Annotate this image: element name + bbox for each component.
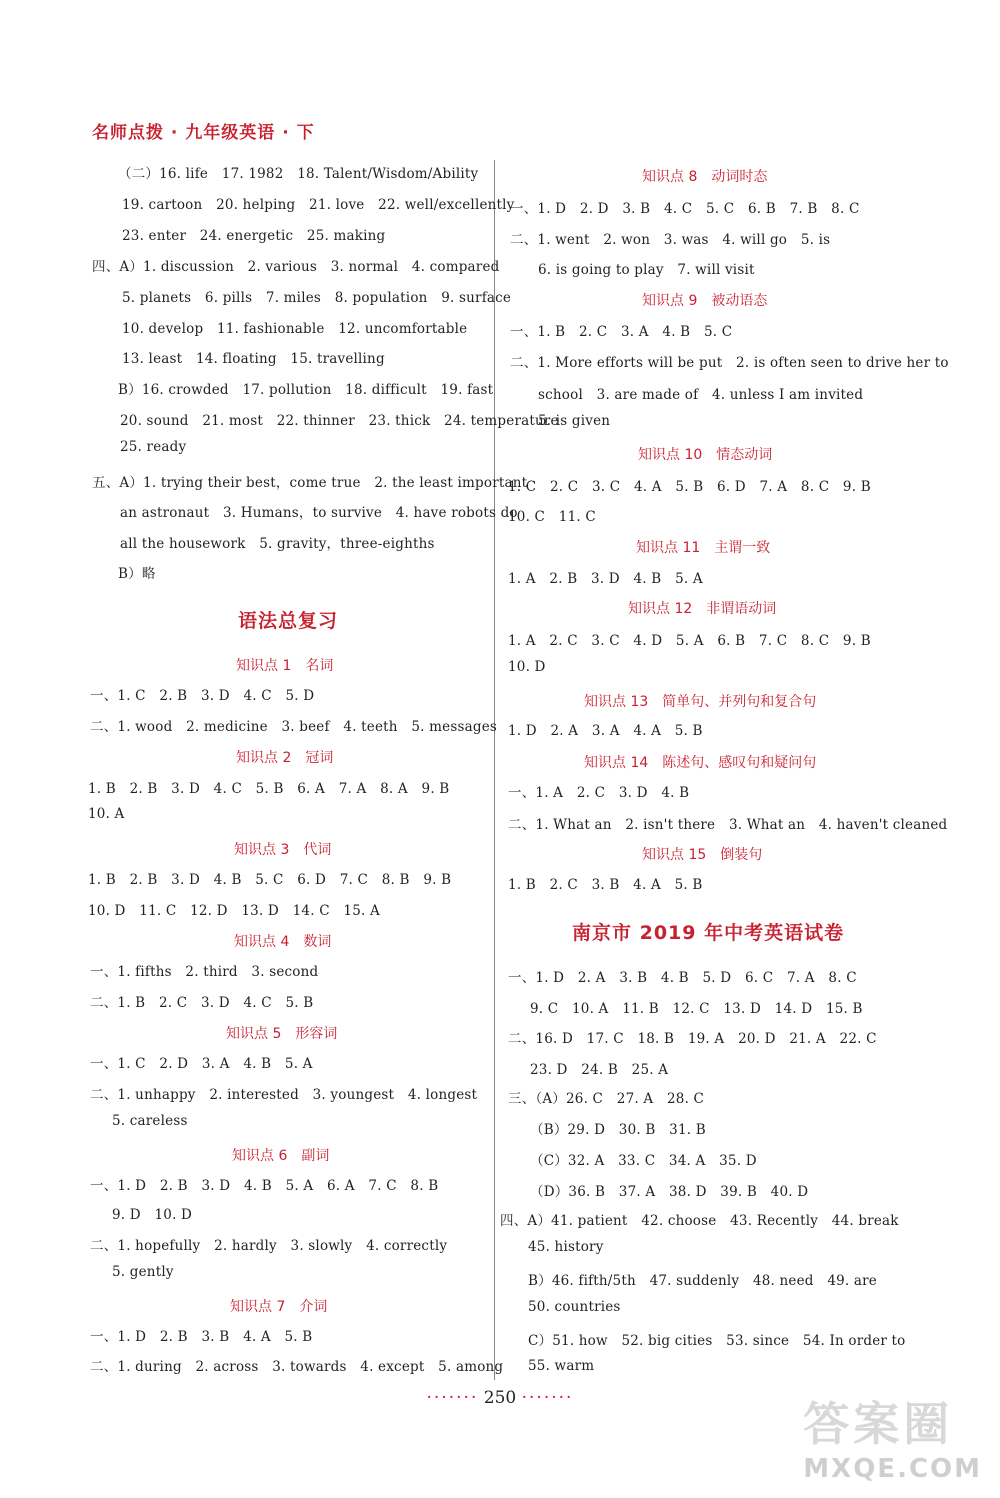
answer-line: 三、（A）26. C 27. A 28. C: [508, 1091, 705, 1107]
answer-line: 6. is going to play 7. will visit: [538, 262, 755, 278]
answer-line: 10. D 11. C 12. D 13. D 14. C 15. A: [88, 903, 380, 919]
knowledge-point-heading: 知识点 15 倒装句: [642, 847, 763, 863]
answer-line: 四、A）1. discussion 2. various 3. normal 4. compared: [92, 259, 500, 275]
answer-line: all the housework 5. gravity，three-eighths: [120, 536, 435, 552]
answer-line: 二、1. during 2. across 3. towards 4. except 5. among: [90, 1359, 504, 1375]
knowledge-point-heading: 知识点 12 非谓语动词: [628, 601, 777, 617]
answer-line: （二）16. life 17. 1982 18. Talent/Wisdom/Ability: [118, 166, 479, 182]
answer-line: 1. B 2. B 3. D 4. C 5. B 6. A 7. A 8. A 9. B: [88, 781, 450, 797]
answer-line: 一、1. C 2. D 3. A 4. B 5. A: [90, 1056, 313, 1072]
knowledge-point-heading: 知识点 11 主谓一致: [636, 540, 771, 556]
knowledge-point-heading: 知识点 2 冠词: [236, 750, 334, 766]
answer-line: 5. is given: [538, 413, 611, 429]
answer-line: 一、1. C 2. B 3. D 4. C 5. D: [90, 688, 315, 704]
answer-line: 10. C 11. C: [508, 509, 596, 525]
footer-dots-right: ·······: [521, 1388, 574, 1408]
answer-line: 一、1. B 2. C 3. A 4. B 5. C: [510, 324, 733, 340]
answer-line: （C）32. A 33. C 34. A 35. D: [530, 1153, 757, 1169]
answer-line: （D）36. B 37. A 38. D 39. B 40. D: [530, 1184, 809, 1200]
answer-line: 二、1. What an 2. isn't there 3. What an 4. haven't cleaned: [508, 817, 948, 833]
section-title: 南京市 2019 年中考英语试卷: [572, 922, 845, 944]
answer-line: 二、1. wood 2. medicine 3. beef 4. teeth 5. messages: [90, 719, 498, 735]
answer-line: 二、1. hopefully 2. hardly 3. slowly 4. correctly: [90, 1238, 448, 1254]
knowledge-point-heading: 知识点 4 数词: [234, 934, 332, 950]
answer-line: 一、1. fifths 2. third 3. second: [90, 964, 319, 980]
answer-line: 五、A）1. trying their best，come true 2. the least important: [92, 475, 528, 491]
answer-line: 1. A 2. C 3. C 4. D 5. A 6. B 7. C 8. C 9. B: [508, 633, 871, 649]
knowledge-point-heading: 知识点 14 陈述句、感叹句和疑问句: [584, 755, 817, 771]
knowledge-point-heading: 知识点 13 简单句、并列句和复合句: [584, 694, 817, 710]
watermark-url: MXQE.COM: [803, 1454, 982, 1484]
column-divider: [494, 160, 495, 1380]
answer-line: 一、1. D 2. A 3. B 4. B 5. D 6. C 7. A 8. C: [508, 970, 857, 986]
answer-line: an astronaut 3. Humans，to survive 4. have robots do: [120, 505, 518, 521]
knowledge-point-heading: 知识点 1 名词: [236, 658, 334, 674]
answer-line: 二、1. went 2. won 3. was 4. will go 5. is: [510, 232, 831, 248]
knowledge-point-heading: 知识点 6 副词: [232, 1148, 330, 1164]
answer-line: 1. C 2. C 3. C 4. A 5. B 6. D 7. A 8. C 9. B: [508, 479, 871, 495]
answer-line: 1. B 2. B 3. D 4. B 5. C 6. D 7. C 8. B 9. B: [88, 872, 452, 888]
knowledge-point-heading: 知识点 3 代词: [234, 842, 332, 858]
knowledge-point-heading: 知识点 9 被动语态: [642, 293, 768, 309]
answer-line: 9. D 10. D: [112, 1207, 193, 1223]
answer-line: 一、1. D 2. B 3. D 4. B 5. A 6. A 7. C 8. B: [90, 1178, 439, 1194]
knowledge-point-heading: 知识点 5 形容词: [226, 1026, 338, 1042]
answer-line: 23. D 24. B 25. A: [530, 1062, 669, 1078]
answer-line: school 3. are made of 4. unless I am invited: [538, 387, 864, 403]
watermark-logo: 答案圈: [803, 1397, 954, 1451]
answer-line: 10. D: [508, 659, 546, 675]
answer-line: 10. develop 11. fashionable 12. uncomfortable: [122, 321, 468, 337]
answer-line: 5. planets 6. pills 7. miles 8. population 9. surface: [122, 290, 512, 306]
answer-line: 二、1. More efforts will be put 2. is often seen to drive her to: [510, 355, 949, 371]
answer-line: 45. history: [528, 1239, 604, 1255]
answer-line: B）略: [118, 566, 156, 582]
answer-line: 二、1. unhappy 2. interested 3. youngest 4. longest: [90, 1087, 478, 1103]
book-header: 名师点拨 · 九年级英语 · 下: [92, 123, 315, 143]
watermark: [803, 1388, 982, 1484]
answer-line: C）51. how 52. big cities 53. since 54. In order to: [528, 1333, 906, 1349]
answer-line: 55. warm: [528, 1358, 595, 1374]
knowledge-point-heading: 知识点 10 情态动词: [638, 447, 773, 463]
knowledge-point-heading: 知识点 7 介词: [230, 1299, 328, 1315]
answer-line: 1. A 2. B 3. D 4. B 5. A: [508, 571, 703, 587]
footer-dots-left: ·······: [426, 1388, 479, 1408]
answer-line: B）46. fifth/5th 47. suddenly 48. need 49. are: [528, 1273, 877, 1289]
answer-line: 四、A）41. patient 42. choose 43. Recently 44. break: [500, 1213, 899, 1229]
page-number: 250: [483, 1388, 517, 1408]
section-title: 语法总复习: [238, 610, 339, 632]
answer-line: （B）29. D 30. B 31. B: [530, 1122, 706, 1138]
answer-line: 一、1. D 2. B 3. B 4. A 5. B: [90, 1329, 313, 1345]
answer-line: B）16. crowded 17. pollution 18. difficult 19. fast: [118, 382, 494, 398]
answer-line: 50. countries: [528, 1299, 621, 1315]
knowledge-point-heading: 知识点 8 动词时态: [642, 169, 768, 185]
answer-line: 5. gently: [112, 1264, 174, 1280]
answer-line: 二、16. D 17. C 18. B 19. A 20. D 21. A 22. C: [508, 1031, 877, 1047]
answer-line: 一、1. A 2. C 3. D 4. B: [508, 785, 690, 801]
answer-line: 23. enter 24. energetic 25. making: [122, 228, 386, 244]
answer-line: 1. B 2. C 3. B 4. A 5. B: [508, 877, 703, 893]
answer-line: 19. cartoon 20. helping 21. love 22. well/excellently: [122, 197, 515, 213]
answer-line: 一、1. D 2. D 3. B 4. C 5. C 6. B 7. B 8. C: [510, 201, 860, 217]
answer-line: 13. least 14. floating 15. travelling: [122, 351, 385, 367]
answer-line: 20. sound 21. most 22. thinner 23. thick 24. temperature: [120, 413, 559, 429]
answer-line: 5. careless: [112, 1113, 188, 1129]
answer-line: 10. A: [88, 806, 125, 822]
answer-line: 25. ready: [120, 439, 187, 455]
answer-line: 1. D 2. A 3. A 4. A 5. B: [508, 723, 703, 739]
answer-line: 二、1. B 2. C 3. D 4. C 5. B: [90, 995, 314, 1011]
answer-line: 9. C 10. A 11. B 12. C 13. D 14. D 15. B: [530, 1001, 863, 1017]
